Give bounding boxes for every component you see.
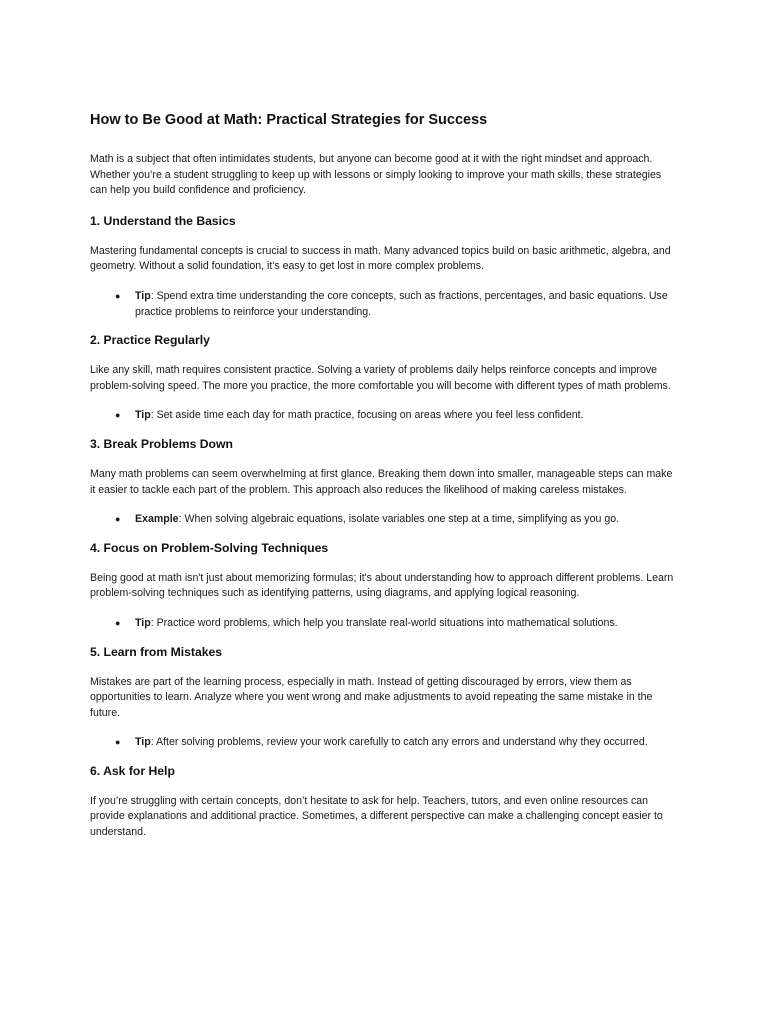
tip-item bbox=[90, 512, 680, 528]
tip-list bbox=[90, 512, 680, 528]
section-4 bbox=[90, 540, 680, 632]
tip-list bbox=[90, 616, 680, 632]
bullet-icon: ● bbox=[115, 290, 121, 301]
tip-label: Tip bbox=[135, 736, 151, 749]
tip-text: : Spend extra time understanding the core concepts, such as fractions, percentages, and basic equations. Use practice problems to reinforce your understanding. bbox=[135, 289, 668, 318]
section-paragraph: Many math problems can seem overwhelming at first glance. Breaking them down into smaller, manageable steps can make it easier to tackle each part of the problem. This approach also reduces the likelihood of making careless mistakes. bbox=[90, 467, 673, 496]
tip-text: : After solving problems, review your work carefully to catch any errors and understand why they occurred. bbox=[150, 736, 648, 749]
section-1 bbox=[90, 213, 680, 320]
tip-label: Tip bbox=[135, 409, 151, 422]
section-paragraph: If you’re struggling with certain concepts, don’t hesitate to ask for help. Teachers, tutors, and even online resources can provide explanations and additional practice. Sometimes, a different perspective can make a challenging concept easier to understand. bbox=[90, 794, 663, 839]
bullet-icon: ● bbox=[115, 617, 121, 628]
bullet-icon: ● bbox=[115, 514, 121, 525]
tip-item bbox=[90, 616, 680, 632]
tip-text: : Set aside time each day for math practice, focusing on areas where you feel less confident. bbox=[150, 409, 584, 422]
section-paragraph: Mistakes are part of the learning process, especially in math. Instead of getting discouraged by errors, view them as opportunities to learn. Analyze where you went wrong and make adjustments to avoid repeating the same mistake in the future. bbox=[90, 675, 653, 719]
tip-list bbox=[90, 735, 680, 751]
section-3 bbox=[90, 436, 680, 528]
intro-paragraph: Math is a subject that often intimidates students, but anyone can become good at it with the right mindset and approach. Whether you’re a student struggling to keep up with lessons or simply looking to improve your math skills, these strategies can help you build confidence and proficiency. bbox=[90, 153, 662, 197]
document-title: How to Be Good at Math: Practical Strategies for Success bbox=[90, 112, 488, 128]
section-heading: 4. Focus on Problem-Solving Techniques bbox=[90, 540, 329, 555]
section-heading: 2. Practice Regularly bbox=[90, 333, 210, 348]
bullet-icon: ● bbox=[115, 737, 121, 748]
tip-text: : Practice word problems, which help you translate real-world situations into mathematical solutions. bbox=[150, 616, 618, 629]
tip-item bbox=[90, 289, 680, 320]
tip-label: Tip bbox=[135, 289, 151, 302]
tip-list bbox=[90, 289, 680, 320]
section-heading: 6. Ask for Help bbox=[90, 763, 175, 778]
bullet-icon: ● bbox=[115, 410, 121, 421]
section-5 bbox=[90, 644, 680, 751]
tip-item bbox=[90, 735, 680, 751]
section-heading: 5. Learn from Mistakes bbox=[90, 644, 223, 659]
section-6 bbox=[90, 763, 680, 841]
section-heading: 3. Break Problems Down bbox=[90, 436, 233, 451]
tip-text: : When solving algebraic equations, isolate variables one step at a time, simplifying as you go. bbox=[178, 513, 620, 526]
section-paragraph: Like any skill, math requires consistent practice. Solving a variety of problems daily helps reinforce concepts and improve problem-solving speed. The more you practice, the more comfortable you will become with different types of math problems. bbox=[90, 364, 671, 392]
section-paragraph: Being good at math isn't just about memorizing formulas; it's about understanding how to approach different problems. Learn problem-solving techniques such as identifying patterns, using diagrams, and applying logical reasoning. bbox=[90, 571, 674, 600]
tip-label: Tip bbox=[135, 616, 151, 629]
section-2 bbox=[90, 332, 680, 424]
tip-list bbox=[90, 408, 680, 424]
tip-item bbox=[90, 408, 680, 424]
section-paragraph: Mastering fundamental concepts is crucial to success in math. Many advanced topics build on basic arithmetic, algebra, and geometry. Without a solid foundation, it's easy to get lost in more complex problems. bbox=[90, 244, 671, 273]
tip-label: Example bbox=[135, 513, 179, 526]
document-page bbox=[90, 110, 680, 855]
section-heading: 1. Understand the Basics bbox=[90, 213, 236, 228]
